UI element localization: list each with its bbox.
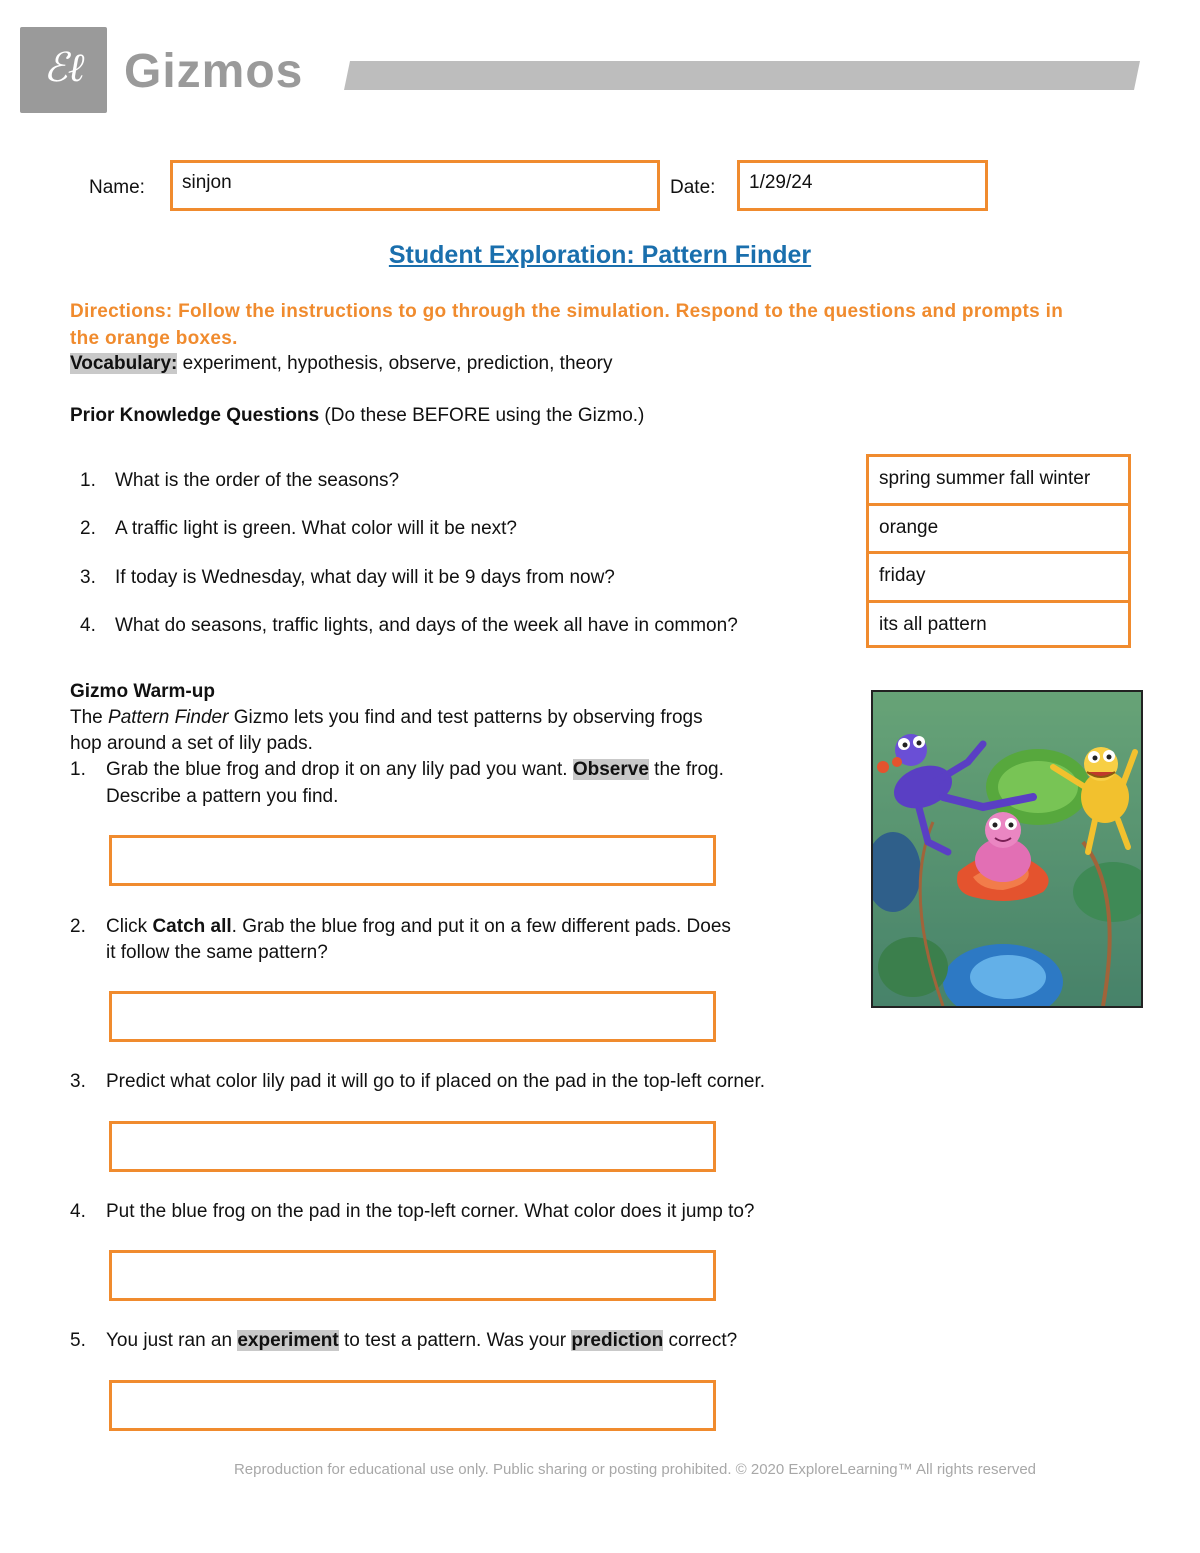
page-title: Student Exploration: Pattern Finder — [388, 241, 812, 269]
warmup-q3-text: Predict what color lily pad it will go to if placed on the pad in the top-left corner. — [106, 1071, 766, 1092]
footer-copyright: Reproduction for educational use only. Public sharing or posting prohibited. © 2020 ExploreLearning™ All rights reserved — [233, 1461, 1037, 1478]
warmup-q1-number: 1. — [70, 759, 86, 780]
warmup-q3-number: 3. — [70, 1071, 86, 1092]
warmup-q2-line2: it follow the same pattern? — [106, 942, 328, 963]
warmup-q2-post: . Grab the blue frog and put it on a few different pads. Does — [231, 916, 731, 937]
warmup-q5-pre: You just ran an — [106, 1330, 238, 1351]
warmup-q2-text — [106, 914, 866, 940]
pk-answer-3[interactable]: friday — [866, 551, 1131, 600]
warmup-q1-answer-box[interactable] — [109, 835, 716, 886]
pk-question-1-number: 1. — [80, 470, 96, 491]
prior-knowledge-note: (Do these BEFORE using the Gizmo.) — [319, 405, 645, 426]
prior-knowledge-answers — [866, 454, 1131, 648]
pk-question-4-number: 4. — [80, 615, 96, 636]
pk-question-4-text: What do seasons, traffic lights, and days of the week all have in common? — [115, 615, 738, 636]
warmup-intro-line2: hop around a set of lily pads. — [70, 733, 313, 754]
prior-knowledge-heading — [70, 403, 970, 429]
warmup-intro-post: Gizmo lets you find and test patterns by observing frogs — [228, 707, 703, 728]
observe-term: Observe — [572, 759, 649, 780]
pk-question-3-text: If today is Wednesday, what day will it be 9 days from now? — [115, 567, 615, 588]
date-label: Date: — [670, 177, 716, 198]
catch-all-term: Catch all — [152, 916, 232, 937]
warmup-q1-pre: Grab the blue frog and drop it on any lily pad you want. — [106, 759, 573, 780]
frogs-illustration — [871, 690, 1143, 1008]
prediction-term: prediction — [571, 1330, 664, 1351]
vocabulary-label: Vocabulary: — [70, 353, 178, 374]
pk-answer-2[interactable]: orange — [866, 503, 1131, 552]
pk-question-1-text: What is the order of the seasons? — [115, 470, 400, 491]
name-label: Name: — [89, 177, 145, 198]
name-field[interactable]: sinjon — [170, 160, 660, 211]
vocabulary-line — [70, 351, 970, 377]
warmup-q2-number: 2. — [70, 916, 86, 937]
warmup-q1-text — [106, 757, 866, 783]
warmup-q4-text: Put the blue frog on the pad in the top-left corner. What color does it jump to? — [106, 1201, 755, 1222]
brand-name: Gizmos — [124, 45, 304, 98]
logo-glyph: ℰℓ — [43, 45, 85, 91]
pk-answer-1[interactable]: spring summer fall winter — [866, 454, 1131, 503]
warmup-q5-text — [106, 1328, 886, 1354]
warmup-q3-answer-box[interactable] — [109, 1121, 716, 1172]
warmup-q5-number: 5. — [70, 1330, 86, 1351]
warmup-q1-post: the frog. — [648, 759, 724, 780]
warmup-q4-number: 4. — [70, 1201, 86, 1222]
pk-question-2-text: A traffic light is green. What color will it be next? — [115, 518, 517, 539]
warmup-q5-answer-box[interactable] — [109, 1380, 716, 1431]
warmup-q2-answer-box[interactable] — [109, 991, 716, 1042]
experiment-term: experiment — [237, 1330, 339, 1351]
frogs-illustration-art — [873, 692, 1141, 1006]
prior-knowledge-title: Prior Knowledge Questions — [70, 405, 320, 426]
warmup-q4-answer-box[interactable] — [109, 1250, 716, 1301]
warmup-intro — [70, 705, 850, 731]
date-field[interactable]: 1/29/24 — [737, 160, 988, 211]
warmup-q1-line2: Describe a pattern you find. — [106, 786, 339, 807]
vocabulary-terms: experiment, hypothesis, observe, prediction, theory — [177, 353, 613, 374]
warmup-intro-pre: The — [70, 707, 109, 728]
warmup-q5-mid: to test a pattern. Was your — [338, 1330, 572, 1351]
directions-text: Directions: Follow the instructions to go through the simulation. Respond to the questions and prompts in the orange boxes. — [70, 301, 1064, 349]
warmup-q2-pre: Click — [106, 916, 153, 937]
pk-answer-4[interactable]: its all pattern — [866, 600, 1131, 649]
pk-question-3-number: 3. — [80, 567, 96, 588]
warmup-q5-post: correct? — [663, 1330, 738, 1351]
pk-question-2-number: 2. — [80, 518, 96, 539]
header-banner — [344, 61, 1140, 90]
warmup-heading: Gizmo Warm-up — [70, 681, 215, 702]
warmup-intro-gizmo-name: Pattern Finder — [108, 707, 229, 728]
